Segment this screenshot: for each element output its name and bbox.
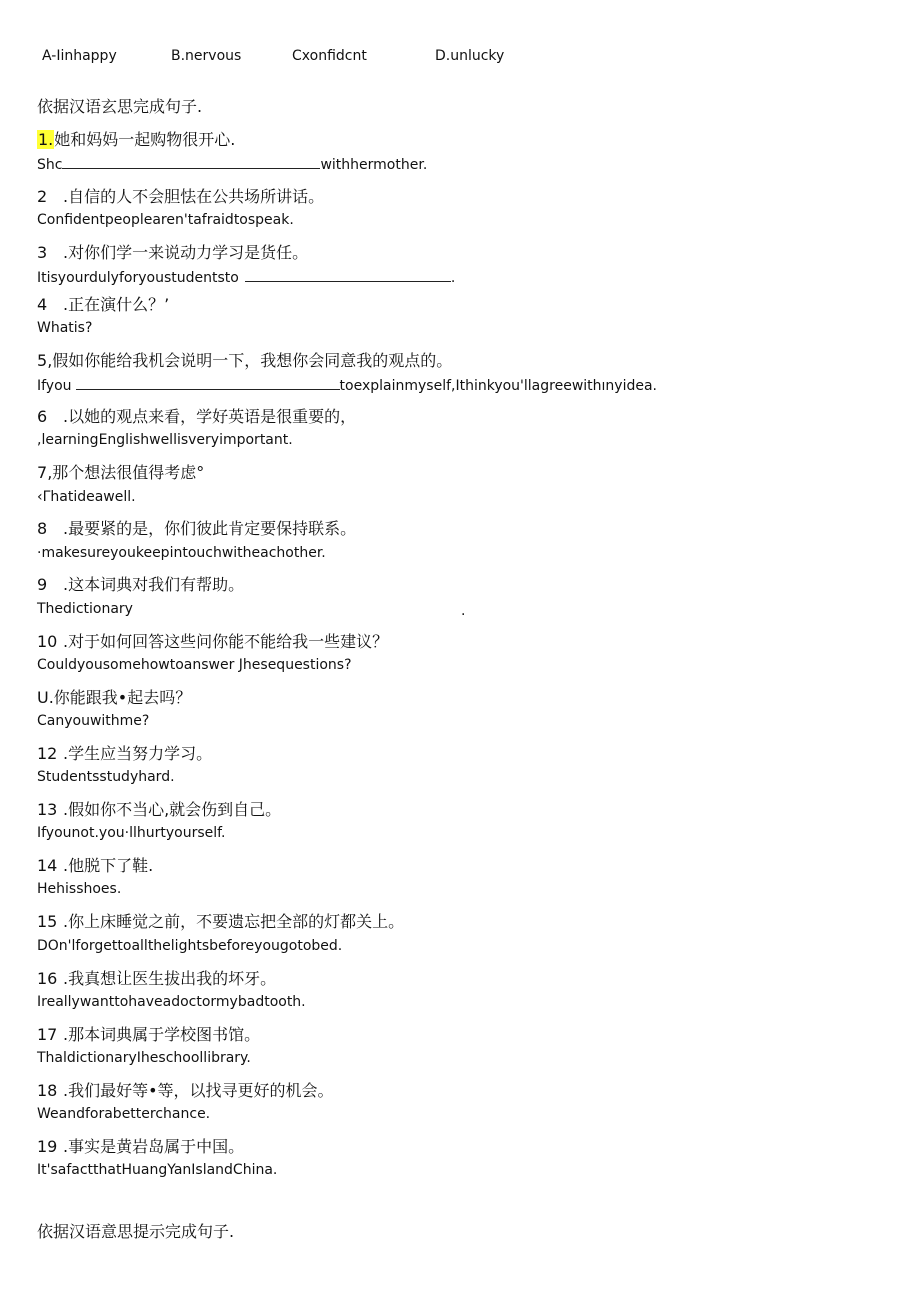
item-text-en: withhermother. — [320, 157, 428, 173]
item-12-cn — [37, 741, 212, 764]
item-13-cn — [37, 797, 281, 820]
item-15-en: DOn'lforgettoallthelightsbeforeyougotobed. — [37, 938, 343, 954]
item-2-en: Confidentpeoplearen'tafraidtospeak. — [37, 212, 294, 228]
item-number: U. — [37, 688, 54, 707]
option-b: B.nervous — [171, 48, 242, 64]
item-text-cn: 她和妈妈一起购物很开心. — [54, 130, 236, 149]
item-12-en: Studentsstudyhard. — [37, 769, 175, 785]
answer-blank[interactable] — [62, 156, 320, 169]
item-4-cn — [37, 292, 169, 315]
item-text-cn: .以她的观点来看，学好英语是很重要的， — [63, 407, 357, 426]
item-text-cn: .对于如何回答这些问你能不能给我一些建议？ — [63, 632, 389, 651]
item-19-cn — [37, 1134, 244, 1157]
item-8-en: ·makesureyoukeepintouchwitheachother. — [37, 545, 326, 561]
item-text-en: toexplainmyself,Ithinkyou'llagreewithınyidea. — [339, 378, 657, 394]
item-number: 7 — [37, 463, 48, 482]
item-text-cn: .他脱下了鞋. — [63, 856, 154, 875]
item-text-cn: .假如你不当心,就会伤到自己。 — [63, 800, 282, 819]
item-18-en: Weandforabetterchance. — [37, 1106, 211, 1122]
item-13-en: Ifyounot.you·llhurtyourself. — [37, 825, 226, 841]
answer-blank[interactable] — [76, 377, 340, 390]
item-text-en: Ifyou — [37, 378, 72, 394]
item-text-cn: .你上床睡觉之前，不要遗忘把全部的灯都关上。 — [63, 912, 405, 931]
option-a: A-Iinhappy — [42, 48, 117, 64]
item-14-en: Hehisshoes. — [37, 881, 122, 897]
item-text-cn: .我真想让医生拔出我的坏牙。 — [63, 969, 277, 988]
section-heading: 依据汉语玄思完成句子. — [37, 97, 203, 116]
item-number: 9 — [37, 575, 48, 594]
item-9-end: . — [461, 603, 466, 619]
item-number: 8 — [37, 519, 48, 538]
item-18-cn — [37, 1078, 334, 1101]
item-text-en: . — [450, 270, 456, 286]
item-number: 5 — [37, 351, 48, 370]
section-heading-2: 依据汉语意思提示完成句子. — [37, 1222, 235, 1241]
item-number: 14 — [37, 856, 58, 875]
option-c: Cxonfidcnt — [292, 48, 367, 64]
item-number: 6 — [37, 407, 48, 426]
item-4-en: Whatis? — [37, 320, 93, 336]
item-5-en — [37, 377, 657, 394]
item-3-cn — [37, 240, 308, 263]
item-text-cn: .事实是黄岩岛属于中国。 — [63, 1137, 245, 1156]
item-10-cn — [37, 629, 388, 652]
item-11-cn — [37, 685, 191, 708]
item-16-cn — [37, 966, 276, 989]
item-text-cn: .对你们学一来说动力学习是货任。 — [63, 243, 309, 262]
item-15-cn — [37, 909, 404, 932]
item-6-en: ,learningEnglishwellisveryimportant. — [37, 432, 293, 448]
item-text-cn: .我们最好等•等，以找寻更好的机会。 — [63, 1081, 334, 1100]
item-number: 16 — [37, 969, 58, 988]
item-text-cn: .那本词典属于学校图书馆。 — [63, 1025, 261, 1044]
item-text-en: Shc — [37, 157, 63, 173]
item-number: 12 — [37, 744, 58, 763]
item-9-en: Thedictionary — [37, 601, 133, 617]
item-text-cn: .这本词典对我们有帮助。 — [63, 575, 245, 594]
option-d: D.unlucky — [435, 48, 505, 64]
item-17-en: ThaldictionaryIheschoollibrary. — [37, 1050, 251, 1066]
item-text-cn: .自信的人不会胆怯在公共场所讲话。 — [63, 187, 325, 206]
item-16-en: Ireallywanttohaveadoctormybadtooth. — [37, 994, 306, 1010]
item-3-en — [37, 269, 455, 286]
item-10-en: Couldyousomehowtoanswer Jhesequestions? — [37, 657, 352, 673]
item-2-cn — [37, 184, 324, 207]
item-number: 18 — [37, 1081, 58, 1100]
item-text-cn: ,那个想法很值得考虑° — [47, 463, 205, 482]
item-number: 1. — [38, 130, 54, 149]
item-number: 19 — [37, 1137, 58, 1156]
item-number: 15 — [37, 912, 58, 931]
item-17-cn — [37, 1022, 260, 1045]
item-text-en: Itisyourdulyforyoustudentsto — [37, 270, 239, 286]
item-9-cn — [37, 572, 244, 595]
item-6-cn — [37, 404, 356, 427]
item-text-cn: 你能跟我•起去吗？ — [53, 688, 192, 707]
item-number: 2 — [37, 187, 48, 206]
item-text-cn: .学生应当努力学习。 — [63, 744, 213, 763]
item-11-en: Canyouwithme? — [37, 713, 150, 729]
item-number: 4 — [37, 295, 48, 314]
item-number: 10 — [37, 632, 58, 651]
item-text-cn: .最要紧的是，你们彼此肯定要保持联系。 — [63, 519, 357, 538]
item-14-cn — [37, 853, 153, 876]
answer-blank[interactable] — [245, 269, 451, 282]
item-text-cn: ,假如你能给我机会说明一下，我想你会同意我的观点的。 — [47, 351, 453, 370]
item-text-cn: .正在演什么？’ — [63, 295, 170, 314]
item-5-cn — [37, 348, 452, 371]
item-7-en: ‹Γhatideawell. — [37, 489, 136, 505]
item-8-cn — [37, 516, 356, 539]
item-1-en — [37, 156, 427, 173]
item-19-en: It'safactthatHuangYanIslandChina. — [37, 1162, 278, 1178]
item-1-cn — [37, 127, 235, 150]
item-number: 13 — [37, 800, 58, 819]
item-number: 17 — [37, 1025, 58, 1044]
item-number: 3 — [37, 243, 48, 262]
item-7-cn — [37, 460, 204, 483]
